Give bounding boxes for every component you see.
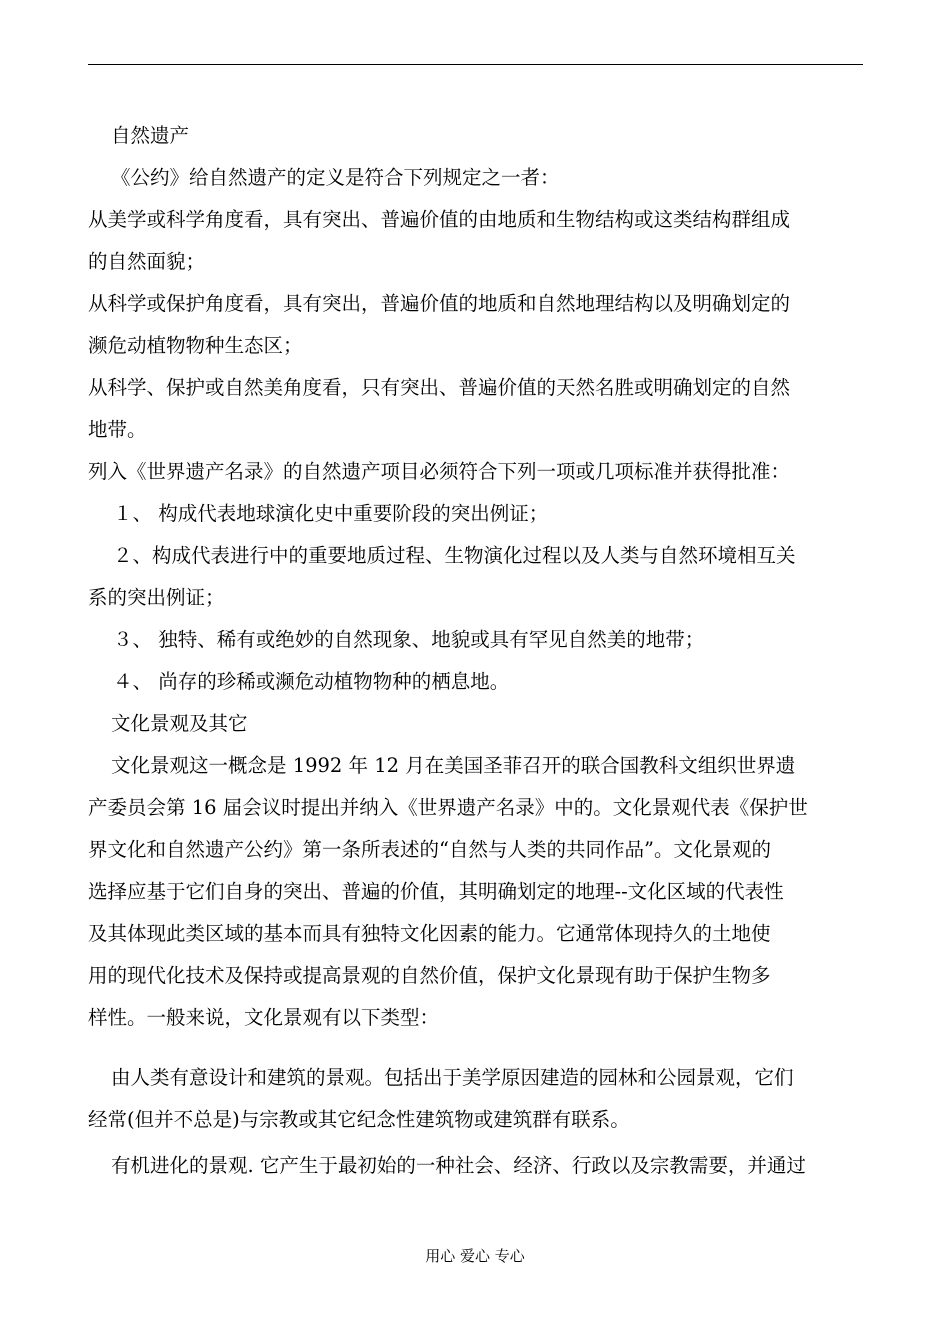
paragraph-line: 从科学或保护角度看，具有突出，普遍价值的地质和自然地理结构以及明确划定的 (88, 292, 791, 315)
list-item: ２、构成代表进行中的重要地质过程、生物演化过程以及人类与自然环境相互关 (113, 544, 796, 567)
paragraph-line: 地带。 (88, 418, 147, 441)
header-rule (88, 64, 863, 65)
paragraph-line: 有机进化的景观. 它产生于最初始的一种社会、经济、行政以及宗教需要，并通过 (111, 1154, 806, 1177)
paragraph-line: 产委员会第 16 届会议时提出并纳入《世界遗产名录》中的。文化景观代表《保护世 (88, 796, 808, 819)
paragraph-line: 及其体现此类区域的基本而具有独特文化因素的能力。它通常体现持久的土地使 (88, 922, 771, 945)
paragraph-line: 从美学或科学角度看，具有突出、普遍价值的由地质和生物结构或这类结构群组成 (88, 208, 791, 231)
paragraph-line: 界文化和自然遗产公约》第一条所表述的“自然与人类的共同作品”。文化景观的 (88, 838, 771, 861)
paragraph-line: 样性。一般来说，文化景观有以下类型： (88, 1006, 440, 1029)
paragraph-line: 经常(但并不总是)与宗教或其它纪念性建筑物或建筑群有联系。 (88, 1108, 630, 1131)
heading-natural-heritage: 自然遗产 (111, 124, 190, 147)
heading-cultural-landscape: 文化景观及其它 (111, 712, 248, 735)
list-item-continuation: 系的突出例证； (88, 586, 225, 609)
paragraph-line: 从科学、保护或自然美角度看，只有突出、普遍价值的天然名胜或明确划定的自然 (88, 376, 791, 399)
paragraph-line: 由人类有意设计和建筑的景观。包括出于美学原因建造的园林和公园景观，它们 (111, 1066, 794, 1089)
paragraph-line: 列入《世界遗产名录》的自然遗产项目必须符合下列一项或几项标准并获得批准： (88, 460, 791, 483)
list-item: ３、 独特、稀有或绝妙的自然现象、地貌或具有罕见自然美的地带； (113, 628, 705, 651)
list-item: １、 构成代表地球演化史中重要阶段的突出例证； (113, 502, 549, 525)
list-item: ４、 尚存的珍稀或濒危动植物物种的栖息地。 (113, 670, 510, 693)
paragraph-line: 《公约》给自然遗产的定义是符合下列规定之一者： (111, 166, 560, 189)
paragraph-line: 用的现代化技术及保持或提高景观的自然价值，保护文化景现有助于保护生物多 (88, 964, 771, 987)
paragraph-line: 选择应基于它们自身的突出、普遍的价值，其明确划定的地理--文化区域的代表性 (88, 880, 784, 903)
paragraph-line: 的自然面貌； (88, 250, 206, 273)
paragraph-line: 文化景观这一概念是 1992 年 12 月在美国圣菲召开的联合国教科文组织世界遗 (111, 754, 796, 777)
page-footer: 用心 爱心 专心 (425, 1247, 525, 1265)
paragraph-line: 濒危动植物物种生态区； (88, 334, 303, 357)
